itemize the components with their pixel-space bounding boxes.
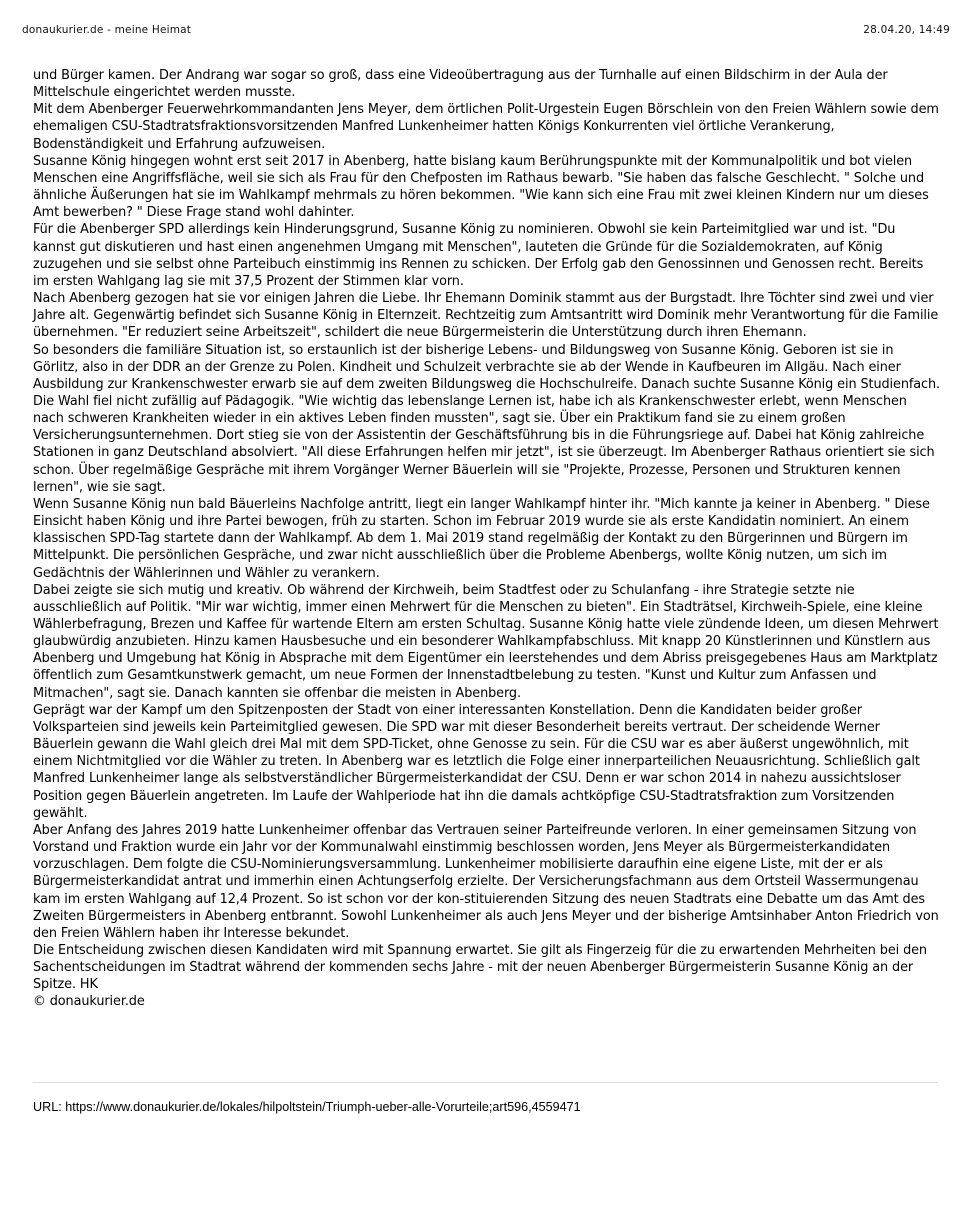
article-paragraph: Geprägt war der Kampf um den Spitzenposten der Stadt von einer interessanten Konstellation. Denn die Kandidaten beider großer Volksparteien sind jeweils kein Parteimitglied gewesen. Die SPD war mit dieser Besonderheit bereits vertraut. Der scheidende Werner Bäuerlein gewann die Wahl gleich drei Mal mit dem SPD-Ticket, ohne Genosse zu sein. Für die CSU war es aber äußerst ungewöhnlich, mit einem Nichtmitglied vor die Wähler zu treten. In Abenberg war es letztlich die Folge einer innerparteilichen Neuausrichtung. Schließlich galt Manfred Lunkenheimer lange als selbstverständlicher Bürgermeisterkandidat der CSU. Denn er war schon 2014 in nahezu aussichtsloser Position gegen Bäuerlein angetreten. Im Laufe der Wahlperiode hat ihn die damals achtköpfige CSU-Stadtratsfraktion zum Vorsitzenden gewählt. [33, 702, 920, 821]
source-url: URL: https://www.donaukurier.de/lokales/hilpoltstein/Triumph-ueber-alle-Vorurteile;art596,4559471 [33, 1100, 581, 1114]
article-paragraph: Dabei zeigte sie sich mutig und kreativ. Ob während der Kirchweih, beim Stadtfest oder zu Schulanfang - ihre Strategie setzte nie ausschließlich auf Politik. "Mir war wichtig, immer einen Mehrwert für die Menschen zu bieten". Ein Stadträtsel, Kirchweih-Spiele, eine kleine Wählerbefragung, Brezen und Kaffee für wartende Eltern am ersten Schultag. Susanne König hatte viele zündende Ideen, um diesen Mehrwert glaubwürdig anzubieten. Hinzu kamen Hausbesuche und ein besonderer Wahlkampfabschluss. Mit knapp 20 Künstlerinnen und Künstlern aus Abenberg und Umgebung hat König in Absprache mit dem Eigentümer ein leerstehendes und dem Abriss preisgegebenes Haus am Marktplatz öffentlich zum Gesamtkunstwerk gemacht, um neue Formen der Innenstadtbelebung zu testen. "Kunst und Kultur zum Anfassen und Mitmachen", sagt sie. Danach kannten sie offenbar die meisten in Abenberg. [33, 582, 939, 701]
article-paragraph: Mit dem Abenberger Feuerwehrkommandanten Jens Meyer, dem örtlichen Polit-Urgestein Eugen Börschlein von den Freien Wählern sowie dem ehemaligen CSU-Stadtratsfraktionsvorsitzenden Manfred Lunkenheimer hatten Königs Konkurrenten viel örtliche Verankerung, Bodenständigkeit und Erfahrung aufzuweisen. [33, 102, 939, 152]
site-name: donaukurier.de - meine Heimat [22, 24, 192, 36]
article-paragraph: Aber Anfang des Jahres 2019 hatte Lunkenheimer offenbar das Vertrauen seiner Parteifreunde verloren. In einer gemeinsamen Sitzung von Vorstand und Fraktion wurde ein Jahr vor der Kommunalwahl einstimmig beschlossen worden, Jens Meyer als Bürgermeisterkandidaten vorzuschlagen. Dem folgte die CSU-Nominierungsversammlung. Lunkenheimer mobilisierte daraufhin eine eigene Liste, mit der er als Bürgermeisterkandidat antrat und immerhin einen Achtungserfolg erzielte. Der Versicherungsfachmann aus dem Ortsteil Wassermungenau kam im ersten Wahlgang auf 12,4 Prozent. So ist schon vor der kon-stituierenden Sitzung des neuen Stadtrats eine Debatte um das Amt des Zweiten Bürgermeisters in Abenberg entbrannt. Sowohl Lunkenheimer als auch Jens Meyer und der bisherige Amtsinhaber Anton Friedrich von den Freien Wählern haben ihr Interesse bekundet. [33, 822, 939, 941]
article-paragraph: Für die Abenberger SPD allerdings kein Hinderungsgrund, Susanne König zu nominieren. Obwohl sie kein Parteimitglied war und ist. "Du kannst gut diskutieren und hast einen angenehmen Umgang mit Menschen", lauteten die Gründe für die Sozialdemokraten, auf König zuzugehen und sie selbst ohne Parteibuch einstimmig ins Rennen zu schicken. Der Erfolg gab den Genossinnen und Genossen recht. Bereits im ersten Wahlgang lag sie mit 37,5 Prozent der Stimmen klar vorn. [33, 222, 924, 289]
article-paragraph: Wenn Susanne König nun bald Bäuerleins Nachfolge antritt, liegt ein langer Wahlkampf hinter ihr. "Mich kannte ja keiner in Abenberg. " Diese Einsicht haben König und ihre Partei bewogen, früh zu starten. Schon im Februar 2019 wurde sie als erste Kandidatin nominiert. An einem klassischen SPD-Tag startete dann der Wahlkampf. Ab dem 1. Mai 2019 stand regelmäßig der Kontakt zu den Bürgerinnen und Bürgern im Mittelpunkt. Die persönlichen Gespräche, und zwar nicht ausschließlich über die Probleme Abenbergs, wollte König nutzen, um sich im Gedächtnis der Wählerinnen und Wähler zu verankern. [33, 496, 930, 581]
article-paragraph: Susanne König hingegen wohnt erst seit 2017 in Abenberg, hatte bislang kaum Berührungspunkte mit der Kommunalpolitik und bot vielen Menschen eine Angriffsfläche, weil sie sich als Frau für den Chefposten im Rathaus bewarb. "Sie haben das falsche Geschlecht. " Solche und ähnliche Äußerungen hat sie im Wahlkampf mehrmals zu hören bekommen. "Wie kann sich eine Frau mit zwei kleinen Kindern nur um dieses Amt bewerben? " Diese Frage stand wohl dahinter. [33, 153, 929, 221]
article-paragraph: Die Entscheidung zwischen diesen Kandidaten wird mit Spannung erwartet. Sie gilt als Fingerzeig für die zu erwartenden Mehrheiten bei den Sachentscheidungen im Stadtrat während der kommenden sechs Jahre - mit der neuen Abenberger Bürgermeisterin Susanne König an der Spitze. HK [33, 942, 927, 993]
article-body [33, 67, 941, 1011]
article-paragraph: und Bürger kamen. Der Andrang war sogar so groß, dass eine Videoübertragung aus der Turnhalle auf einen Bildschirm in der Aula der Mittelschule eingerichtet werden musste. [33, 68, 888, 101]
footer-divider [33, 1082, 938, 1083]
article-paragraph: So besonders die familiäre Situation ist, so erstaunlich ist der bisherige Lebens- und Bildungsweg von Susanne König. Geboren ist sie in Görlitz, also in der DDR an der Grenze zu Polen. Kindheit und Schulzeit verbrachte sie ab der Wende in Kaufbeuren im Allgäu. Nach einer Ausbildung zur Krankenschwester erwarb sie auf dem zweiten Bildungsweg die Hochschulreife. Danach suchte Susanne König ein Studienfach. Die Wahl fiel nicht zufällig auf Pädagogik. "Wie wichtig das lebenslange Lernen ist, habe ich als Krankenschwester erlebt, wenn Menschen nach schweren Krankheiten wieder in ein aktives Leben finden mussten", sagt sie. Über ein Praktikum fand sie zu einem großen Versicherungsunternehmen. Dort stieg sie von der Assistentin der Geschäftsführung bis in die Führungsriege auf. Dabei hat König zahlreiche Stationen in ganz Deutschland absolviert. "All diese Erfahrungen helfen mir jetzt", ist sie überzeugt. Im Abenberger Rathaus orientiert sie sich schon. Über regelmäßige Gespräche mit ihrem Vorgänger Werner Bäuerlein will sie "Projekte, Prozesse, Personen und Strukturen kennen lernen", wie sie sagt. [33, 342, 941, 495]
print-datetime: 28.04.20, 14:49 [863, 24, 950, 36]
print-header [22, 24, 950, 40]
copyright-notice: © donaukurier.de [33, 994, 145, 1010]
article-paragraph: Nach Abenberg gezogen hat sie vor einigen Jahren die Liebe. Ihr Ehemann Dominik stammt aus der Burgstadt. Ihre Töchter sind zwei und vier Jahre alt. Gegenwärtig befindet sich Susanne König in Elternzeit. Rechtzeitig zum Amtsantritt wird Dominik mehr Verantwortung für die Familie übernehmen. "Er reduziert seine Arbeitszeit", schildert die neue Bürgermeisterin die Unterstützung durch ihren Ehemann. [33, 291, 939, 341]
